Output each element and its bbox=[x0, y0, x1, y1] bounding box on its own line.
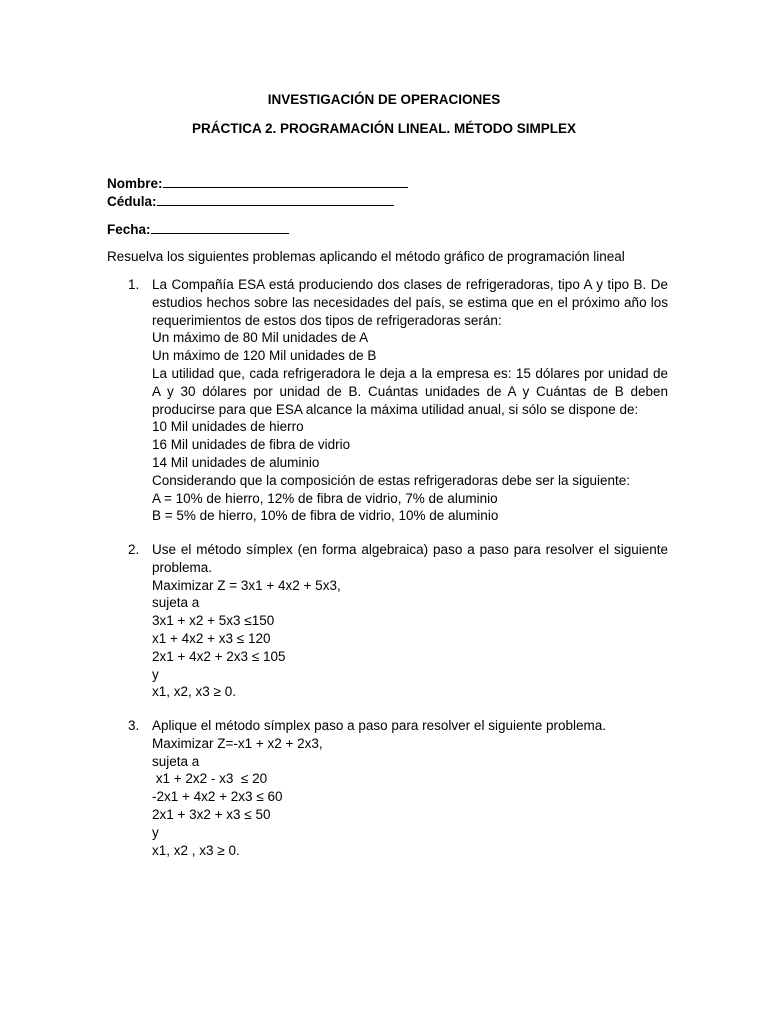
problem-paragraph: La utilidad que, cada refrigeradora le deja a la empresa es: 15 dólares por unidad de A y 30 dólares por unidad de B. Cuántas unidades de A y Cuántas de B deben producirse para que ESA alcance la máxima utilidad anual, si sólo se dispone de: bbox=[152, 365, 668, 417]
problem-line: Maximizar Z=-x1 + x2 + 2x3, bbox=[152, 735, 323, 751]
problem-line: Maximizar Z = 3x1 + 4x2 + 5x3, bbox=[152, 577, 341, 593]
problem-line: Considerando que la composición de estas refrigeradoras debe ser la siguiente: bbox=[152, 472, 631, 488]
fecha-blank-line bbox=[151, 220, 289, 234]
problem-line: Un máximo de 120 Mil unidades de B bbox=[152, 348, 377, 364]
problem-number: 1. bbox=[128, 277, 140, 292]
problem-2 bbox=[128, 541, 668, 701]
problem-line: y bbox=[152, 824, 159, 840]
problem-paragraph: Use el método símplex (en forma algebraica) paso a paso para resolver el siguiente problema. bbox=[152, 542, 668, 575]
problem-paragraph: La Compañía ESA está produciendo dos clases de refrigeradoras, tipo A y tipo B. De estudios hechos sobre las necesidades del país, se estima que en el próximo año los requerimientos de estos dos tipos de refrigeradoras serán: bbox=[152, 277, 668, 328]
fecha-label: Fecha: bbox=[107, 222, 151, 237]
problem-line: y bbox=[152, 666, 159, 682]
document-subtitle: PRÁCTICA 2. PROGRAMACIÓN LINEAL. MÉTODO SIMPLEX bbox=[191, 121, 577, 136]
problem-line: Un máximo de 80 Mil unidades de A bbox=[152, 330, 369, 346]
nombre-field bbox=[107, 174, 408, 193]
document-title: INVESTIGACIÓN DE OPERACIONES bbox=[267, 92, 501, 107]
problem-line: 16 Mil unidades de fibra de vidrio bbox=[152, 437, 351, 453]
nombre-blank-line bbox=[163, 174, 408, 188]
problem-1 bbox=[128, 276, 668, 525]
cedula-label: Cédula: bbox=[107, 194, 157, 209]
instructions-text: Resuelva los siguientes problemas aplicando el método gráfico de programación lineal bbox=[107, 249, 625, 264]
problem-paragraph: Aplique el método símplex paso a paso para resolver el siguiente problema. bbox=[152, 718, 607, 733]
problem-line: A = 10% de hierro, 12% de fibra de vidrio, 7% de aluminio bbox=[152, 490, 498, 506]
problem-number: 3. bbox=[128, 718, 140, 733]
problem-line: 2x1 + 4x2 + 2x3 ≤ 105 bbox=[152, 648, 286, 664]
nombre-label: Nombre: bbox=[107, 176, 163, 191]
problem-line: sujeta a bbox=[152, 753, 200, 769]
problem-line: x1, x2 , x3 ≥ 0. bbox=[152, 842, 240, 858]
problem-line: 10 Mil unidades de hierro bbox=[152, 419, 304, 435]
problem-line: 3x1 + x2 + 5x3 ≤150 bbox=[152, 613, 275, 629]
problem-line: -2x1 + 4x2 + 2x3 ≤ 60 bbox=[152, 789, 283, 805]
problem-number: 2. bbox=[128, 542, 140, 557]
problem-line: 14 Mil unidades de aluminio bbox=[152, 454, 320, 470]
problem-line: x1 + 2x2 - x3 ≤ 20 bbox=[152, 771, 268, 787]
problem-line: B = 5% de hierro, 10% de fibra de vidrio, 10% de aluminio bbox=[152, 508, 499, 524]
problem-line: 2x1 + 3x2 + x3 ≤ 50 bbox=[152, 806, 271, 822]
fecha-field bbox=[107, 220, 289, 239]
problem-line: sujeta a bbox=[152, 595, 200, 611]
cedula-field bbox=[107, 192, 394, 211]
problem-line: x1 + 4x2 + x3 ≤ 120 bbox=[152, 630, 271, 646]
problem-3 bbox=[128, 717, 668, 859]
problem-line: x1, x2, x3 ≥ 0. bbox=[152, 684, 236, 700]
cedula-blank-line bbox=[157, 192, 394, 206]
